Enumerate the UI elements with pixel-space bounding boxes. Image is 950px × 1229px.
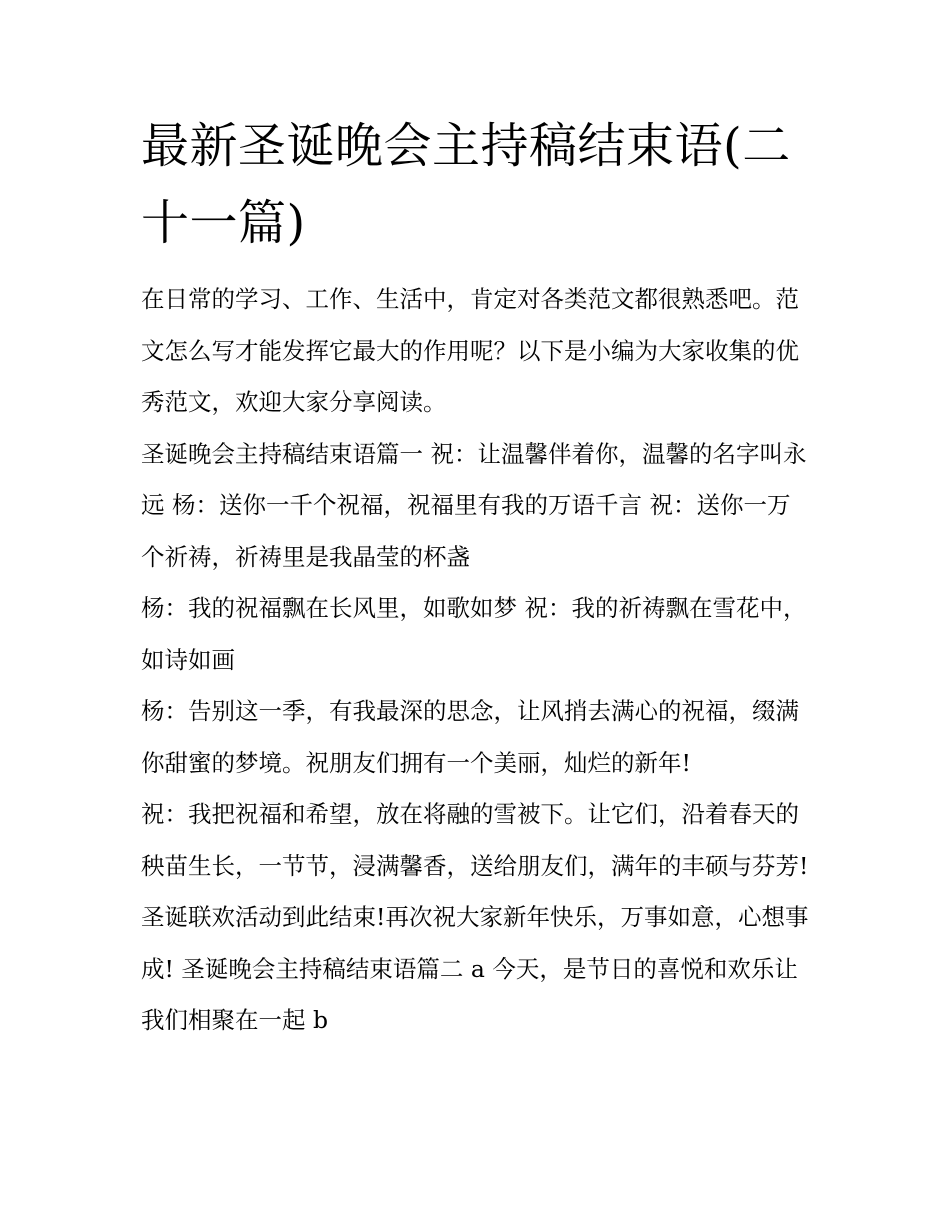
paragraph-5: 圣诞联欢活动到此结束!再次祝大家新年快乐，万事如意，心想事成! 圣诞晚会主持稿结束语篇二 a 今天，是节日的喜悦和欢乐让我们相聚在一起 b [141,903,809,1034]
paragraph-2: 杨：我的祝福飘在长风里，如歌如梦 祝：我的祈祷飘在雪花中，如诗如画 [141,594,807,674]
paragraph-3: 杨：告别这一季，有我最深的思念，让风捎去满心的祝福，缀满你甜蜜的梦境。祝朋友们拥有一个美丽，灿烂的新年! [141,697,799,777]
document-page [141,108,813,1047]
paragraph-1: 圣诞晚会主持稿结束语篇一 祝：让温馨伴着你，温馨的名字叫永远 杨：送你一千个祝福，祝福里有我的万语千言 祝：送你一万个祈祷，祈祷里是我晶莹的杯盏 [141,439,807,571]
paragraph-4: 祝：我把祝福和希望，放在将融的雪被下。让它们，沿着春天的秧苗生长，一节节，浸满馨香，送给朋友们，满年的丰硕与芬芳! [141,800,809,880]
document-title: 最新圣诞晚会主持稿结束语(二十一篇) [141,118,791,251]
paragraph-intro: 在日常的学习、工作、生活中，肯定对各类范文都很熟悉吧。范文怎么写才能发挥它最大的作用呢？以下是小编为大家收集的优秀范文，欢迎大家分享阅读。 [141,285,799,416]
